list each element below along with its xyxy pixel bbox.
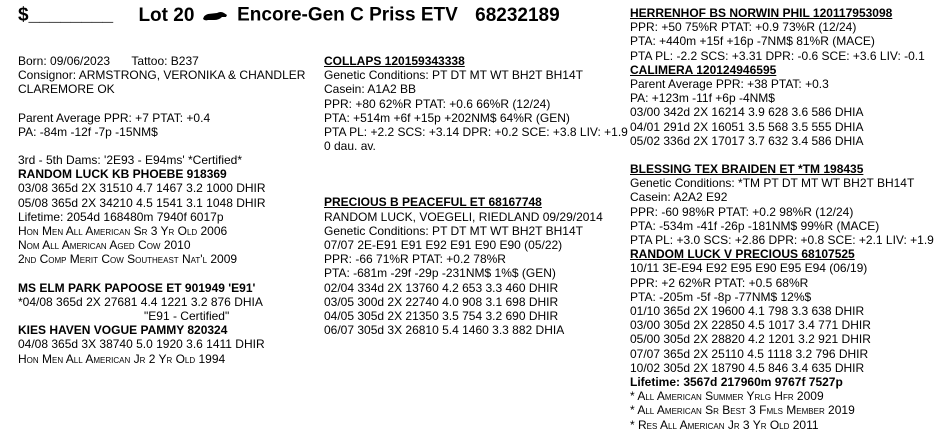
dam-line: PTA: -681m -29f -29p -231NM$ 1%$ (GEN) <box>324 266 556 281</box>
dam-award: 2nd Comp Merit Cow Southeast Nat'l 2009 <box>18 252 238 267</box>
dam-line: 10/11 3E-E94 E92 E95 E90 E95 E94 (06/19) <box>630 261 868 276</box>
dam-line: PPR: +2 62%R PTAT: +0.5 68%R <box>630 275 809 290</box>
dam-line: 05/02 336d 2X 17017 3.7 632 3.4 586 DHIA <box>630 133 864 148</box>
sire-collaps-name: COLLAPS 120159343338 <box>324 54 465 68</box>
animal-name: Encore-Gen C Priss ETV <box>237 4 458 26</box>
dam-line: 06/07 305d 3X 26810 5.4 1460 3.3 882 DHIA <box>324 323 565 338</box>
sire-line: PTA PL: +3.0 SCS: +2.86 DPR: +0.8 SCE: +2.1 LIV: +1.9 <box>630 233 934 248</box>
sire-line: Genetic Conditions: PT DT MT WT BH2T BH14T <box>324 68 583 83</box>
dams-heading: 3rd - 5th Dams: '2E93 - E94ms' *Certified* <box>18 153 243 168</box>
dam-award: * All American Sr Best 3 Fmls Member 2019 <box>630 403 855 418</box>
born-date: Born: 09/06/2023 <box>18 54 111 68</box>
consignor-location: CLAREMORE OK <box>18 82 115 97</box>
parent-average: Parent Average PPR: +7 PTAT: +0.4 <box>18 110 211 125</box>
dam-random-luck-kb-name: RANDOM LUCK KB PHOEBE 918369 <box>18 167 227 182</box>
dam-random-luck-v-name: RANDOM LUCK V PRECIOUS 68107525 <box>630 247 855 262</box>
dam-line: 01/10 365d 2X 19600 4.1 798 3.3 638 DHIR <box>630 304 865 319</box>
sire-line: PPR: +80 62%R PTAT: +0.6 66%R (12/24) <box>324 96 551 111</box>
dam-line: 05/00 305d 2X 28820 4.2 1201 3.2 921 DHIR <box>630 332 871 347</box>
dam-record: 05/08 365d 2X 34210 4.5 1541 3.1 1048 DHIR <box>18 195 266 210</box>
dam-record: *04/08 365d 2X 27681 4.4 1221 3.2 876 DHIA <box>18 294 263 309</box>
tattoo: Tattoo: B237 <box>131 54 199 68</box>
dam-line: PPR: -66 71%R PTAT: +0.2 78%R <box>324 252 506 267</box>
born-tattoo-row <box>18 54 308 68</box>
price-field: $________ <box>18 4 114 26</box>
sire-herrenhof-name: HERRENHOF BS NORWIN PHIL 120117953098 <box>630 6 893 20</box>
sire-line: PTA: +514m +6f +15p +202NM$ 64%R (GEN) <box>324 110 570 125</box>
sire-blessing-name: BLESSING TEX BRAIDEN ET *TM 198435 <box>630 162 864 177</box>
sire-line: PPR: +50 75%R PTAT: +0.9 73%R (12/24) <box>630 20 857 35</box>
dam-record: 03/08 365d 2X 31510 4.7 1467 3.2 1000 DHIR <box>18 181 266 196</box>
registration-number: 68232189 <box>475 4 560 26</box>
dam-line: Parent Average PPR: +38 PTAT: +0.3 <box>630 77 829 92</box>
dam-line: Genetic Conditions: PT DT MT WT BH2T BH14T <box>324 223 583 238</box>
dam-line: 10/02 305d 2X 18790 4.5 846 3.4 635 DHIR <box>630 360 865 375</box>
lot-number: Lot 20 <box>138 4 195 26</box>
sire-dam-column <box>324 54 628 338</box>
sire-line: PTA PL: -2.2 SCS: +3.31 DPR: -0.6 SCE: +3.6 LIV: -0.1 <box>630 48 925 63</box>
sire-line: PTA PL: +2.2 SCS: +3.14 DPR: +0.2 SCE: +3.8 LIV: +1.9 <box>324 125 628 140</box>
dam-award: Hon Men All American Jr 2 Yr Old 1994 <box>18 351 226 366</box>
sire-line: Casein: A1A2 BB <box>324 82 417 97</box>
dam-line: PA: +123m -11f +6p -4NM$ <box>630 91 775 106</box>
dam-line: 03/00 342d 2X 16214 3.9 628 3.6 586 DHIA <box>630 105 864 120</box>
dam-lifetime: Lifetime: 3567d 217960m 9767f 7527p <box>630 375 843 390</box>
dam-award: Hon Men All American Sr 3 Yr Old 2006 <box>18 224 228 239</box>
dam-award: * All American Summer Yrlg Hfr 2009 <box>630 389 824 404</box>
dam-award: * Res All American Jr 3 Yr Old 2011 <box>630 417 819 432</box>
sire-line: Casein: A2A2 E92 <box>630 190 728 205</box>
dam-line: PTA: -205m -5f -8p -77NM$ 12%$ <box>630 289 812 304</box>
dam-kies-name: KIES HAVEN VOGUE PAMMY 820324 <box>18 323 228 338</box>
parent-average-pa: PA: -84m -12f -7p -15NM$ <box>18 124 158 139</box>
dam-lifetime: Lifetime: 2054d 168480m 7940f 6017p <box>18 209 224 224</box>
dam-ms-elm-name: MS ELM PARK PAPOOSE ET 901949 'E91' <box>18 280 256 295</box>
grandparents-column <box>630 6 935 432</box>
sire-line: PTA: +440m +15f +16p -7NM$ 81%R (MACE) <box>630 34 875 49</box>
dam-precious-name: PRECIOUS B PEACEFUL ET 68167748 <box>324 195 542 210</box>
dam-record: 04/08 365d 3X 38740 5.0 1920 3.6 1411 DHIR <box>18 337 265 352</box>
lot-header <box>18 4 560 38</box>
dam-line: 04/01 291d 2X 16051 3.5 568 3.5 555 DHIA <box>630 119 864 134</box>
dam-line: 03/05 300d 2X 22740 4.0 908 3.1 698 DHIR <box>324 294 559 309</box>
dam-line: 07/07 2E-E91 E91 E92 E91 E90 E90 (05/22) <box>324 238 563 253</box>
dam-award: Nom All American Aged Cow 2010 <box>18 238 191 253</box>
sire-line: 0 dau. av. <box>324 139 376 154</box>
consignor: Consignor: ARMSTRONG, VERONIKA & CHANDLER <box>18 68 306 83</box>
dam-calimera-name: CALIMERA 120124946595 <box>630 62 777 77</box>
dam-line: 03/00 305d 2X 22850 4.5 1017 3.4 771 DHIR <box>630 318 871 333</box>
dam-line: 02/04 334d 2X 13760 4.2 653 3.3 460 DHIR <box>324 280 559 295</box>
dam-line: 07/07 365d 2X 25110 4.5 1118 3.2 796 DHIR <box>630 346 869 361</box>
sire-line: PTA: -534m -41f -26p -181NM$ 99%R (MACE) <box>630 218 880 233</box>
dam-line: RANDOM LUCK, VOEGELI, RIEDLAND 09/29/2014 <box>324 209 603 224</box>
dam-certification: "E91 - Certified" <box>144 309 230 324</box>
cow-silhouette-icon <box>202 10 228 22</box>
sire-line: Genetic Conditions: *TM PT DT MT WT BH2T BH14T <box>630 176 915 191</box>
dam-line: 04/05 305d 2X 21350 3.5 754 3.2 690 DHIR <box>324 309 559 324</box>
animal-info-column <box>18 54 308 366</box>
sire-line: PPR: -60 98%R PTAT: +0.2 98%R (12/24) <box>630 204 854 219</box>
